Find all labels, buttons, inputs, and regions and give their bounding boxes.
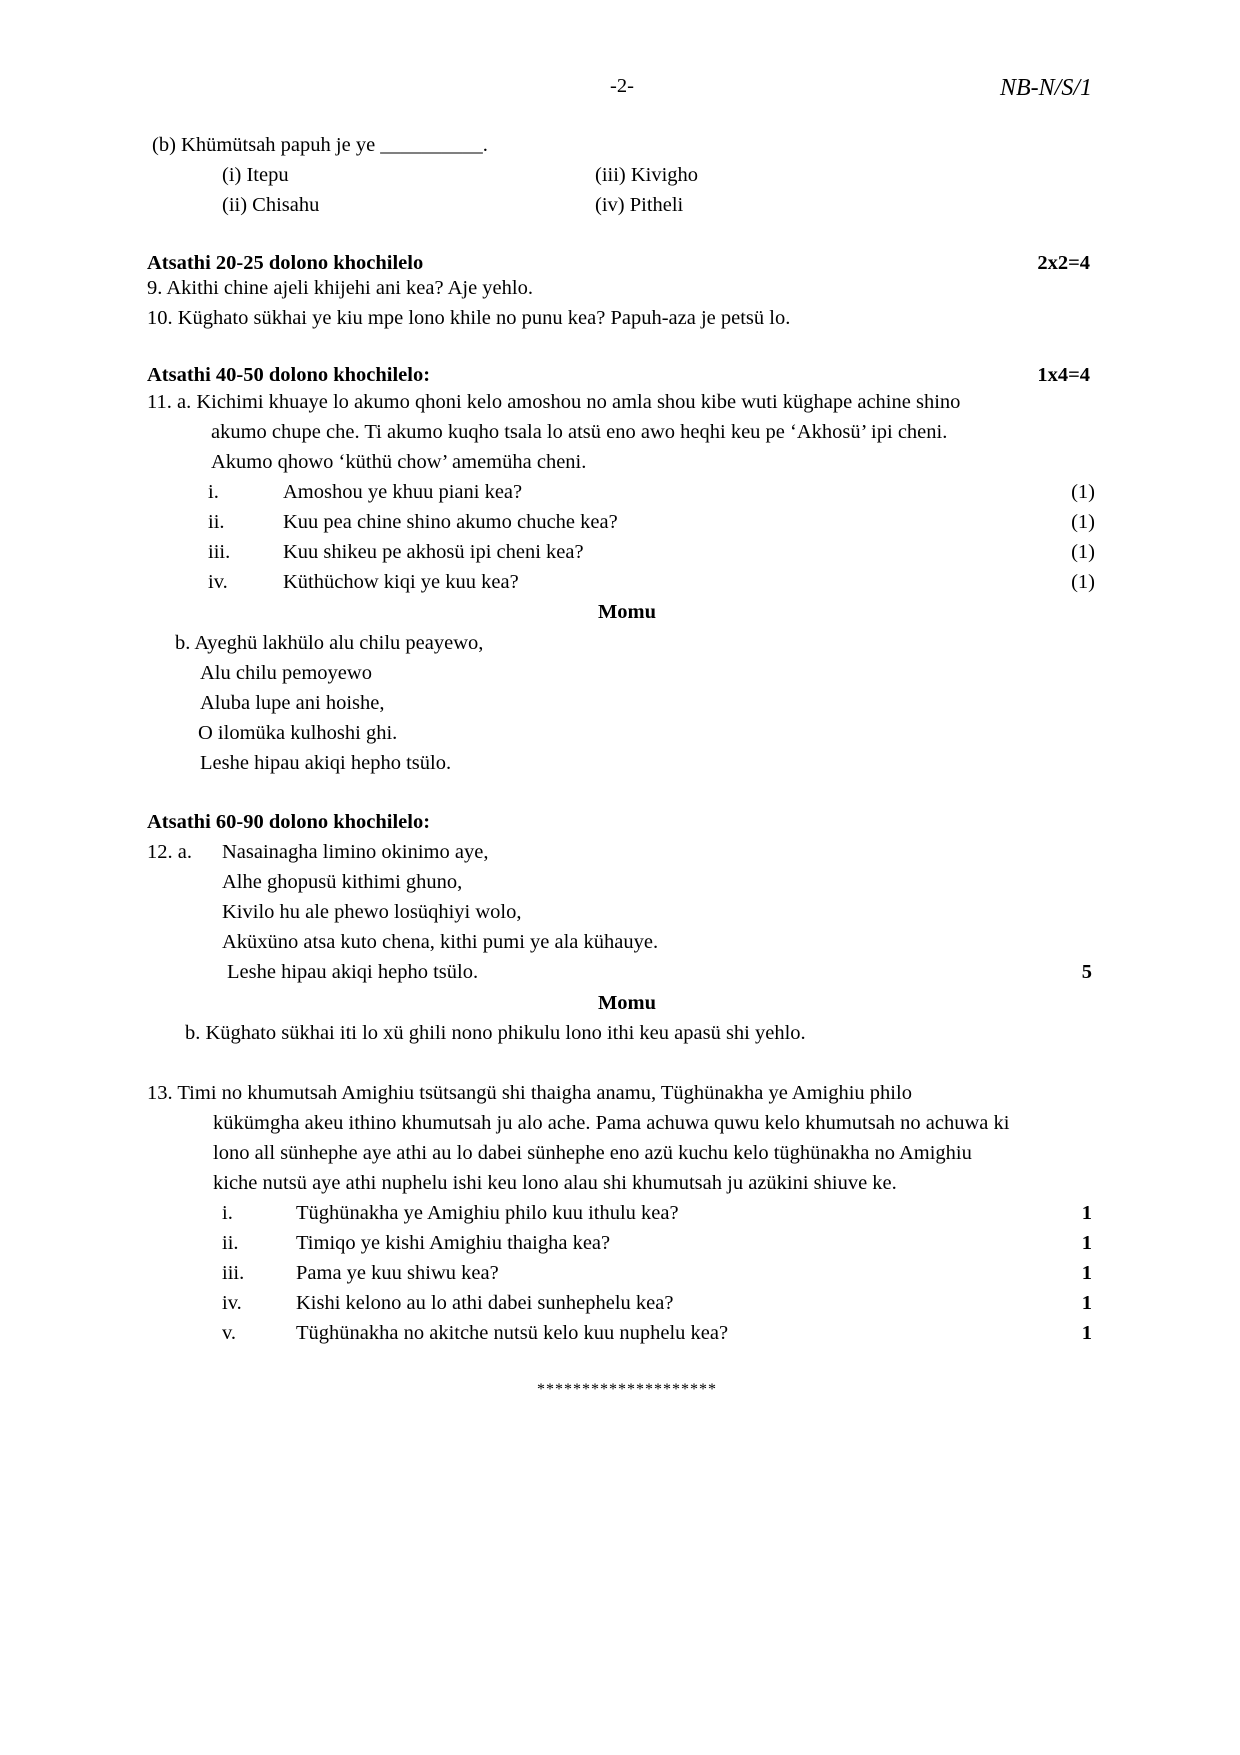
- q13-line-2: kükümgha akeu ithino khumutsah ju alo ache. Pama achuwa quwu kelo khumutsah no achuwa ki: [213, 1112, 1010, 1134]
- q13-sub-mark: 1: [1081, 1322, 1092, 1344]
- q13-line-3: lono all sünhephe aye athi au lo dabei sünhephe eno azü kuchu kelo tüghünakha no Amighiu: [213, 1142, 972, 1164]
- q11a-line-3: Akumo qhowo ‘küthü chow’ amemüha cheni.: [211, 451, 587, 473]
- q8b-option-3: (iii) Kivigho: [595, 164, 699, 186]
- section2-heading: Atsathi 40-50 dolono khochilelo:: [147, 364, 431, 386]
- section1-heading: Atsathi 20-25 dolono khochilelo: [147, 252, 424, 274]
- q11a-sub-num: iii.: [208, 541, 231, 563]
- q11a-sub-text: Kuu shikeu pe akhosü ipi cheni kea?: [283, 541, 584, 563]
- section2-marks: 1x4=4: [1037, 364, 1090, 386]
- q13-sub-mark: 1: [1081, 1262, 1092, 1284]
- q8b-option-2: (ii) Chisahu: [222, 194, 320, 216]
- question-9: 9. Akithi chine ajeli khijehi ani kea? Aje yehlo.: [147, 277, 533, 299]
- q11b-line-5: Leshe hipau akiqi hepho tsülo.: [200, 752, 452, 774]
- q13-sub-mark: 1: [1081, 1292, 1092, 1314]
- q12b-question: b. Küghato sükhai iti lo xü ghili nono phikulu lono ithi keu apasü shi yehlo.: [185, 1022, 806, 1044]
- q11b-line-4: O ilomüka kulhoshi ghi.: [198, 722, 398, 744]
- q11a-sub-text: Kuu pea chine shino akumo chuche kea?: [283, 511, 618, 533]
- q11a-sub-text: Amoshou ye khuu piani kea?: [283, 481, 523, 503]
- q13-sub-text: Kishi kelono au lo athi dabei sunhephelu kea?: [296, 1292, 674, 1314]
- q13-sub-text: Tüghünakha no akitche nutsü kelo kuu nuphelu kea?: [296, 1322, 729, 1344]
- q8b-option-1: (i) Itepu: [222, 164, 289, 186]
- question-10: 10. Küghato sükhai ye kiu mpe lono khile no punu kea? Papuh-aza je petsü lo.: [147, 307, 791, 329]
- q12a-line-5: Leshe hipau akiqi hepho tsülo.: [227, 961, 479, 983]
- section1-marks: 2x2=4: [1037, 252, 1090, 274]
- q11b-line-2: Alu chilu pemoyewo: [200, 662, 372, 684]
- q11b-line-3: Aluba lupe ani hoishe,: [200, 692, 385, 714]
- q11a-sub-mark: (1): [1071, 541, 1095, 563]
- q13-sub-text: Pama ye kuu shiwu kea?: [296, 1262, 499, 1284]
- q12a-line-3: Kivilo hu ale phewo losüqhiyi wolo,: [222, 901, 522, 923]
- q12a-number: 12. a.: [147, 841, 192, 863]
- page-number: -2-: [610, 75, 634, 97]
- q12a-line-4: Aküxüno atsa kuto chena, kithi pumi ye ala kühauye.: [222, 931, 659, 953]
- q13-line-1: 13. Timi no khumutsah Amighiu tsütsangü shi thaigha anamu, Tüghünakha ye Amighiu philo: [147, 1082, 912, 1104]
- q8b-question: (b) Khümütsah papuh je ye __________.: [152, 134, 488, 156]
- q11a-sub-num: ii.: [208, 511, 225, 533]
- q11a-sub-num: iv.: [208, 571, 228, 593]
- q13-sub-num: iv.: [222, 1292, 242, 1314]
- q13-sub-mark: 1: [1081, 1202, 1092, 1224]
- q11b-line-1: b. Ayeghü lakhülo alu chilu peayewo,: [175, 632, 484, 654]
- q13-sub-text: Timiqo ye kishi Amighiu thaigha kea?: [296, 1232, 611, 1254]
- q11a-sub-mark: (1): [1071, 481, 1095, 503]
- q11a-sub-text: Küthüchow kiqi ye kuu kea?: [283, 571, 519, 593]
- q11a-sub-mark: (1): [1071, 571, 1095, 593]
- or-label-q11: Momu: [597, 601, 657, 623]
- q13-sub-mark: 1: [1081, 1232, 1092, 1254]
- q12a-line-2: Alhe ghopusü kithimi ghuno,: [222, 871, 463, 893]
- q12a-line-1: Nasainagha limino okinimo aye,: [222, 841, 489, 863]
- q11a-line-1: 11. a. Kichimi khuaye lo akumo qhoni kelo amoshou no amla shou kibe wuti küghape achine shino: [147, 391, 961, 413]
- q13-sub-num: i.: [222, 1202, 233, 1224]
- q11a-sub-num: i.: [208, 481, 219, 503]
- q8b-option-4: (iv) Pitheli: [595, 194, 684, 216]
- q13-sub-num: iii.: [222, 1262, 245, 1284]
- q13-line-4: kiche nutsü aye athi nuphelu ishi keu lono alau shi khumutsah ju azükini shiuve ke.: [213, 1172, 897, 1194]
- q13-sub-text: Tüghünakha ye Amighiu philo kuu ithulu kea?: [296, 1202, 679, 1224]
- q12a-marks: 5: [1081, 961, 1092, 983]
- q11a-sub-mark: (1): [1071, 511, 1095, 533]
- section3-heading: Atsathi 60-90 dolono khochilelo:: [147, 811, 431, 833]
- q13-sub-num: v.: [222, 1322, 237, 1344]
- q13-sub-num: ii.: [222, 1232, 239, 1254]
- document-code: NB-N/S/1: [1000, 75, 1093, 101]
- or-label-q12: Momu: [597, 992, 657, 1014]
- q11a-line-2: akumo chupe che. Ti akumo kuqho tsala lo atsü eno awo heqhi keu pe ‘Akhosü’ ipi cheni.: [211, 421, 948, 443]
- end-stars: ********************: [537, 1381, 717, 1398]
